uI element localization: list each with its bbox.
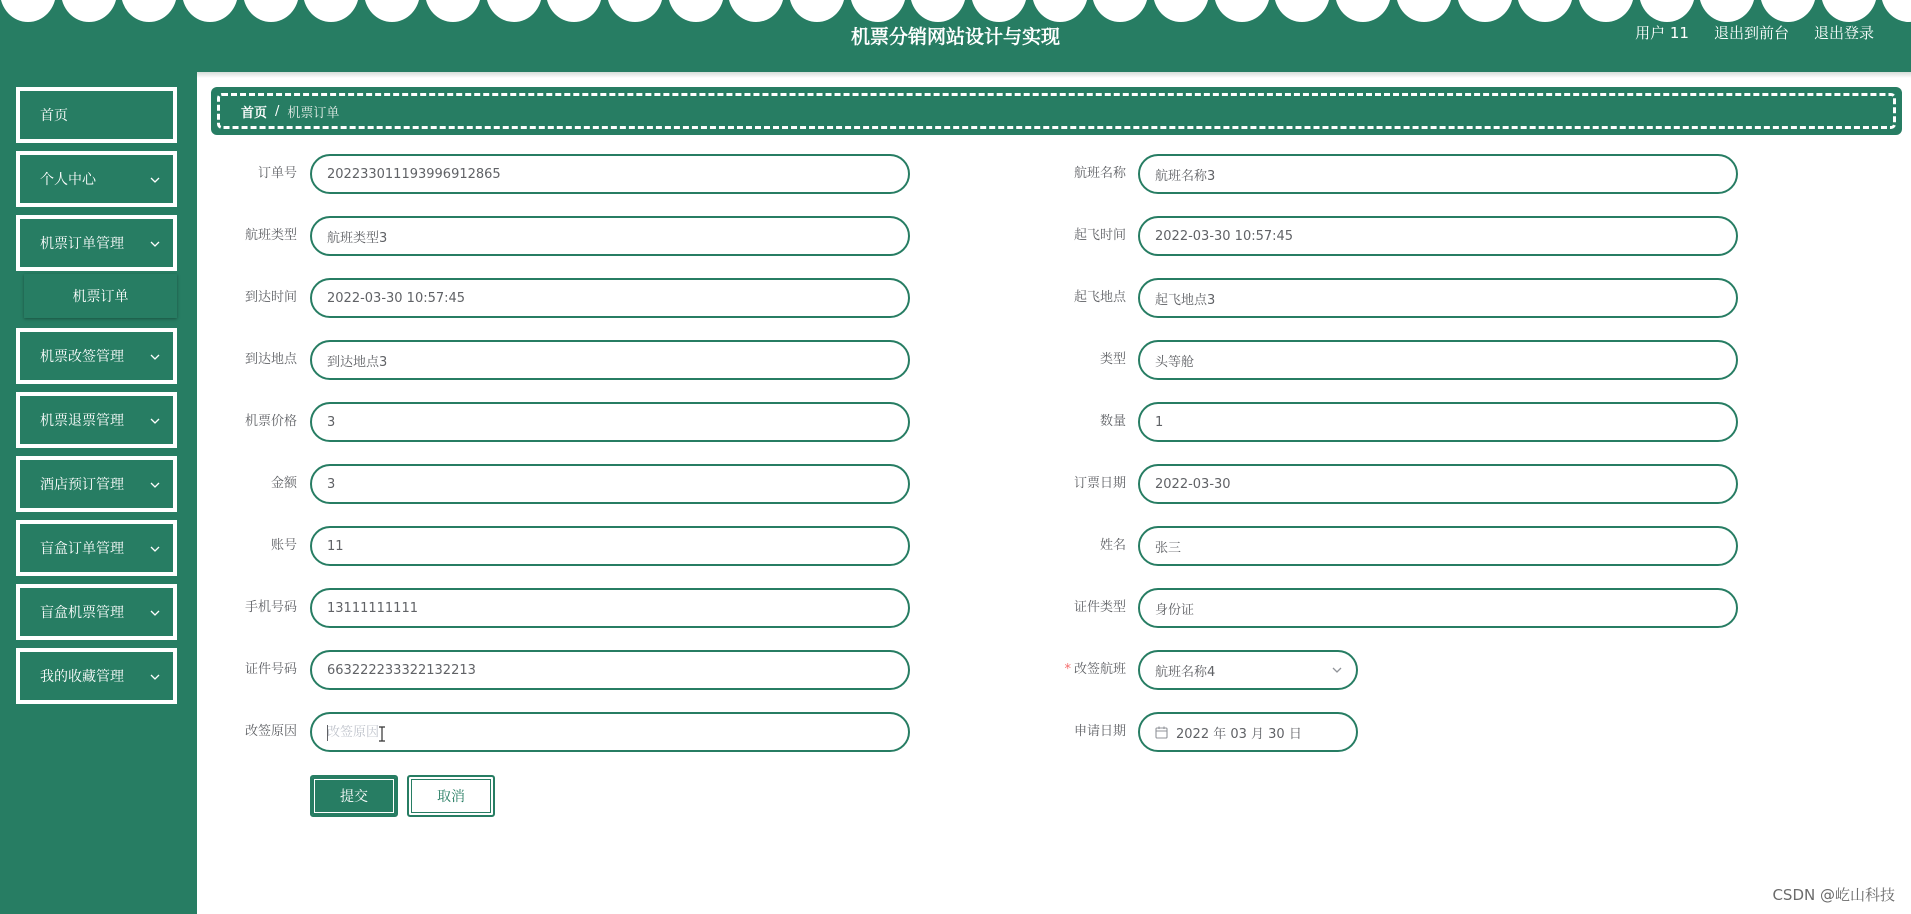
field-label: 起飞时间 [1073, 228, 1126, 243]
phone-input[interactable] [327, 601, 908, 616]
chevron-down-icon [1332, 666, 1342, 674]
sidebar-item-ticket-orders[interactable] [16, 215, 177, 271]
scallop-shape [1092, 0, 1148, 22]
flight-type-input[interactable] [327, 229, 908, 244]
scallop-shape [121, 0, 177, 22]
phone-field[interactable] [310, 588, 910, 628]
departure-time-input[interactable] [1155, 229, 1736, 244]
scallop-shape [1578, 0, 1634, 22]
sidebar-item-blindbox-tickets[interactable] [16, 584, 177, 640]
field-label: 到达地点 [244, 352, 297, 367]
sidebar-item-blindbox-orders[interactable] [16, 520, 177, 576]
sidebar-item-hotel-booking[interactable] [16, 456, 177, 512]
scallop-shape [1335, 0, 1391, 22]
sidebar-item-home[interactable] [16, 87, 177, 143]
scallop-shape [668, 0, 724, 22]
id-type-field[interactable] [1138, 588, 1738, 628]
header-divider [0, 72, 1911, 78]
top-header [0, 0, 1911, 72]
booking-date-input[interactable] [1155, 477, 1736, 492]
field-label: 申请日期 [1073, 724, 1126, 739]
text-cursor-icon [378, 726, 386, 742]
field-label: 航班类型 [244, 228, 297, 243]
sidebar-item-label: 机票改签管理 [40, 349, 124, 365]
field-label: 金额 [270, 476, 297, 491]
chevron-down-icon [149, 238, 161, 250]
chevron-down-icon [149, 174, 161, 186]
field-label: 改签原因 [244, 724, 297, 739]
current-user: 用户 11 [1635, 24, 1689, 42]
scallop-shape [61, 0, 117, 22]
scallop-shape [1153, 0, 1209, 22]
account-input[interactable] [327, 539, 908, 554]
logout-link[interactable]: 退出登录 [1813, 24, 1874, 42]
breadcrumb [241, 102, 339, 121]
chevron-down-icon [149, 351, 161, 363]
breadcrumb-separator: / [275, 104, 280, 119]
submit-button[interactable]: 提交 [310, 775, 398, 817]
change-flight-value: 航班名称4 [1155, 664, 1216, 680]
chevron-down-icon [149, 415, 161, 427]
scallop-shape [1457, 0, 1513, 22]
sidebar-item-label: 我的收藏管理 [40, 669, 124, 685]
scallop-shape [1639, 0, 1695, 22]
back-to-front-link[interactable]: 退出到前台 [1713, 24, 1789, 42]
scallop-shape [1274, 0, 1330, 22]
scallop-shape [364, 0, 420, 22]
sidebar-item-label: 机票退票管理 [40, 413, 124, 429]
sidebar-item-ticket-change[interactable] [16, 328, 177, 384]
id-number-input[interactable] [327, 663, 908, 678]
sidebar-item-ticket-refund[interactable] [16, 392, 177, 448]
calendar-icon [1155, 726, 1168, 739]
site-title: 机票分销网站设计与实现 [850, 26, 1060, 48]
chevron-down-icon [149, 671, 161, 683]
required-marker: * [1064, 662, 1071, 677]
field-label: 订单号 [257, 166, 297, 181]
field-label: 机票价格 [244, 414, 297, 429]
name-input[interactable] [1155, 539, 1736, 554]
scallop-shape [910, 0, 966, 22]
breadcrumb-bar [211, 87, 1902, 135]
amount-field[interactable] [310, 464, 910, 504]
arrival-time-input[interactable] [327, 291, 908, 306]
scallop-shape [850, 0, 906, 22]
field-label: 订票日期 [1073, 476, 1126, 491]
scallop-shape [0, 0, 56, 22]
field-label-text: 改签航班 [1073, 662, 1126, 677]
quantity-field[interactable] [1138, 402, 1738, 442]
flight-type-field[interactable] [310, 216, 910, 256]
id-number-field[interactable] [310, 650, 910, 690]
scallop-shape [728, 0, 784, 22]
field-label: 航班名称 [1073, 166, 1126, 181]
scallop-shape [789, 0, 845, 22]
change-flight-select[interactable] [1138, 650, 1358, 690]
field-label: 数量 [1099, 414, 1126, 429]
departure-place-input[interactable] [1155, 291, 1736, 306]
field-label [1026, 650, 1126, 690]
apply-date-value: 2022 年 03 月 30 日 [1176, 726, 1302, 742]
booking-date-field[interactable] [1138, 464, 1738, 504]
departure-time-field[interactable] [1138, 216, 1738, 256]
scallop-shape [1032, 0, 1088, 22]
sidebar [0, 72, 197, 914]
cancel-button[interactable]: 取消 [407, 775, 495, 817]
scallop-shape [243, 0, 299, 22]
scallop-shape [1214, 0, 1270, 22]
order-number-input[interactable] [327, 167, 908, 182]
scallop-shape [1699, 0, 1755, 22]
scallop-shape [1517, 0, 1573, 22]
scallop-shape [1396, 0, 1452, 22]
sidebar-item-personal-center[interactable] [16, 151, 177, 207]
field-label: 到达时间 [244, 290, 297, 305]
amount-input[interactable] [327, 477, 908, 492]
arrival-place-field[interactable] [310, 340, 910, 380]
field-label: 手机号码 [244, 600, 297, 615]
sidebar-item-label: 盲盒订单管理 [40, 541, 124, 557]
scallop-shape [303, 0, 359, 22]
flight-name-input[interactable] [1155, 167, 1736, 182]
cabin-type-input[interactable] [1155, 353, 1736, 368]
quantity-input[interactable] [1155, 415, 1736, 430]
breadcrumb-home[interactable]: 首页 [241, 106, 268, 121]
scallop-shape [1881, 0, 1911, 22]
id-type-input[interactable] [1155, 601, 1736, 616]
submenu-item-ticket-order[interactable] [24, 274, 177, 318]
flight-name-field[interactable] [1138, 154, 1738, 194]
apply-date-picker[interactable] [1138, 712, 1358, 752]
scallop-shape [425, 0, 481, 22]
scallop-shape [546, 0, 602, 22]
scallop-decoration [0, 0, 1911, 22]
sidebar-item-label: 首页 [40, 108, 68, 124]
cabin-type-field[interactable] [1138, 340, 1738, 380]
watermark: CSDN @屹山科技 [1772, 886, 1895, 904]
chevron-down-icon [149, 479, 161, 491]
scallop-shape [1821, 0, 1877, 22]
scallop-shape [486, 0, 542, 22]
chevron-down-icon [149, 543, 161, 555]
sidebar-item-label: 个人中心 [40, 172, 96, 188]
change-reason-field[interactable] [310, 712, 910, 752]
ticket-price-field[interactable] [310, 402, 910, 442]
field-label: 证件号码 [244, 662, 297, 677]
name-field[interactable] [1138, 526, 1738, 566]
scallop-shape [182, 0, 238, 22]
field-label: 起飞地点 [1073, 290, 1126, 305]
chevron-down-icon [149, 607, 161, 619]
change-reason-input[interactable] [327, 725, 908, 740]
sidebar-item-label: 酒店预订管理 [40, 477, 124, 493]
ticket-price-input[interactable] [327, 415, 908, 430]
field-label: 姓名 [1099, 538, 1126, 553]
scallop-shape [971, 0, 1027, 22]
scallop-shape [607, 0, 663, 22]
field-label: 类型 [1099, 352, 1126, 367]
order-number-field[interactable] [310, 154, 910, 194]
account-field[interactable] [310, 526, 910, 566]
field-label: 账号 [270, 538, 297, 553]
text-caret [327, 725, 328, 741]
submenu-item-label: 机票订单 [72, 289, 129, 305]
arrival-place-input[interactable] [327, 353, 908, 368]
sidebar-item-label: 机票订单管理 [40, 236, 124, 252]
field-label: 证件类型 [1073, 600, 1126, 615]
scallop-shape [1760, 0, 1816, 22]
breadcrumb-current: 机票订单 [287, 106, 340, 121]
sidebar-item-label: 盲盒机票管理 [40, 605, 124, 621]
departure-place-field[interactable] [1138, 278, 1738, 318]
arrival-time-field[interactable] [310, 278, 910, 318]
sidebar-item-favorites[interactable] [16, 648, 177, 704]
header-links [1635, 22, 1874, 43]
